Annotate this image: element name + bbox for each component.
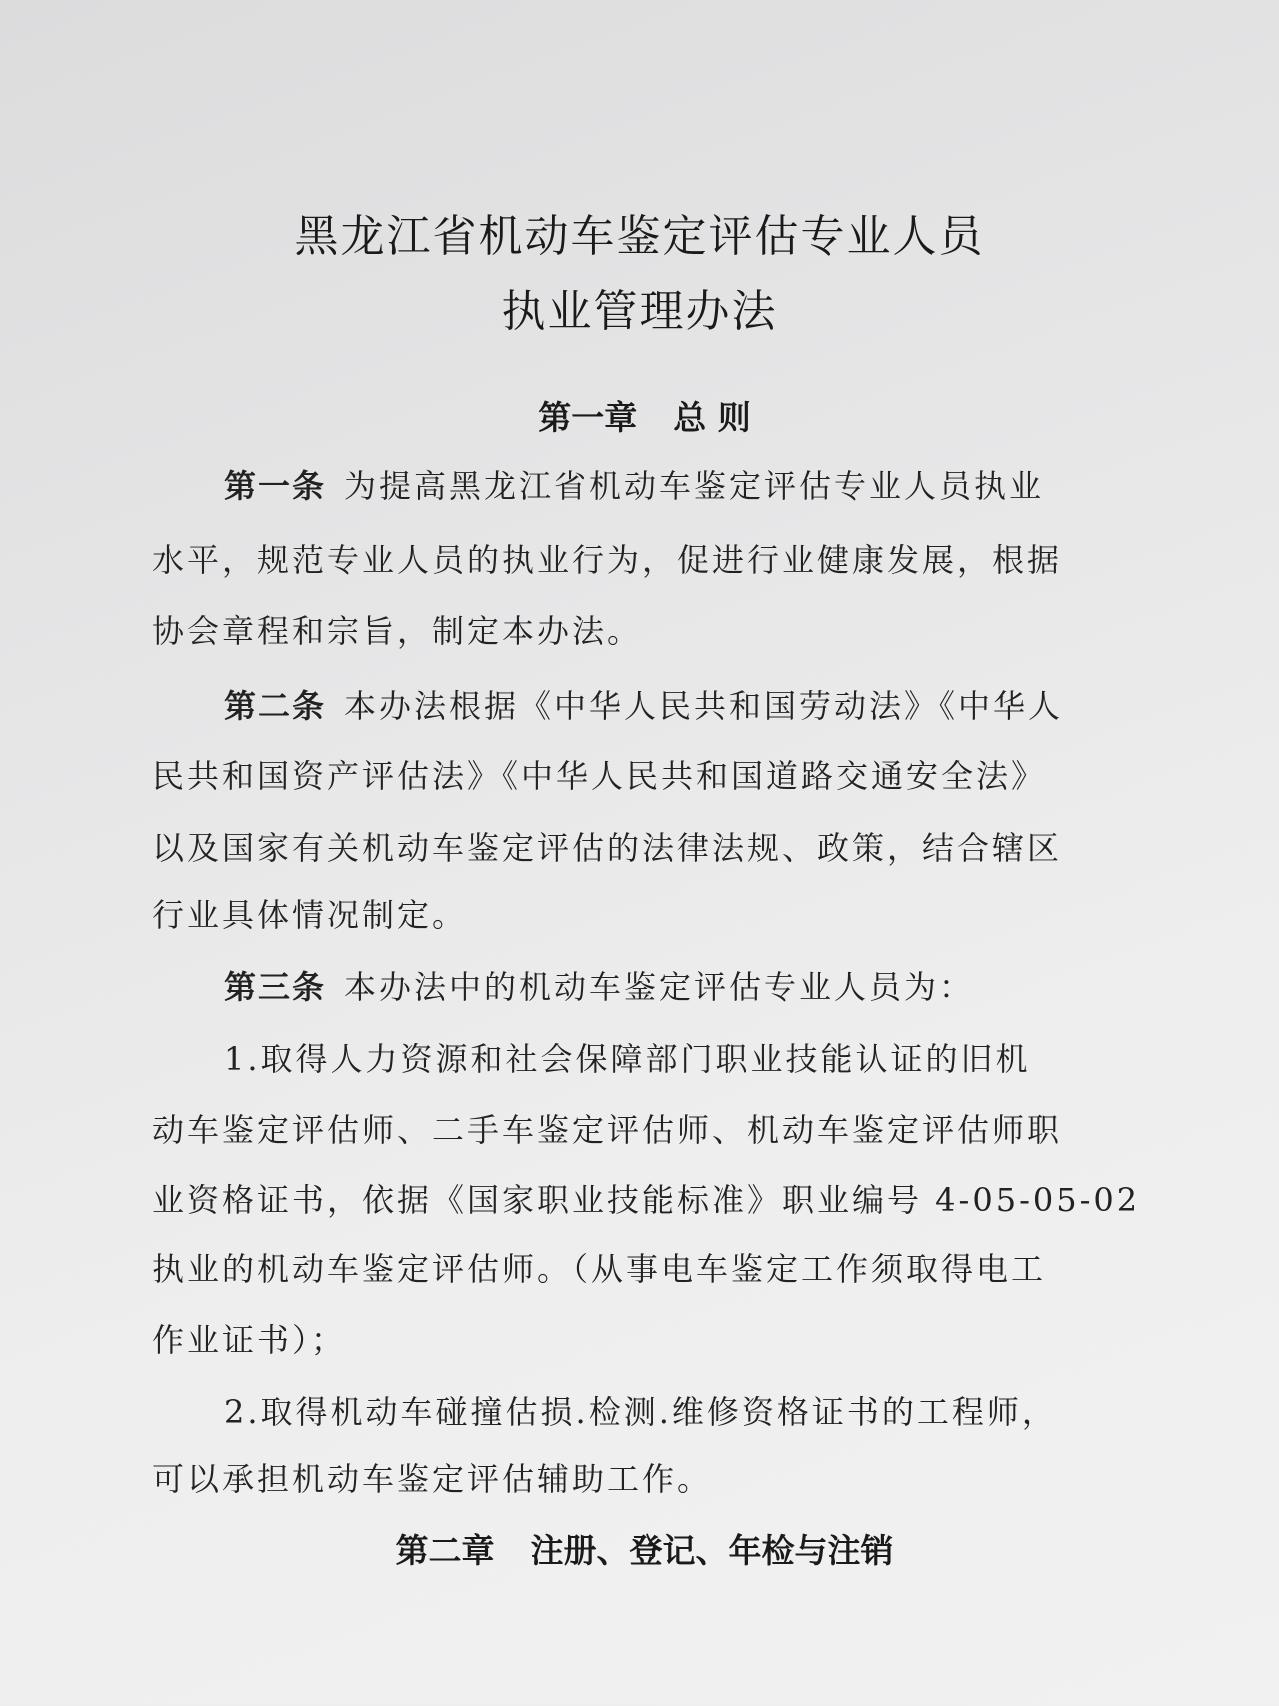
article-3-item-1-line-3: 业资格证书，依据《国家职业技能标准》职业编号 4-05-05-02 bbox=[152, 1181, 1141, 1219]
article-3-item-2-line-1: 2.取得机动车碰撞估损.检测.维修资格证书的工程师， bbox=[224, 1393, 1057, 1431]
article-3-item-1-line-4: 执业的机动车鉴定评估师。（从事电车鉴定工作须取得电工 bbox=[152, 1250, 1047, 1288]
article-3-line-1 bbox=[224, 967, 1092, 1007]
article-1-line-2: 水平，规范专业人员的执业行为，促进行业健康发展，根据 bbox=[152, 541, 1063, 579]
chapter-1-name: 总 则 bbox=[673, 398, 751, 437]
chapter-1-heading bbox=[5, 392, 1279, 439]
article-3-label: 第三条 bbox=[224, 968, 327, 1006]
article-3-item-1-line-5: 作业证书）； bbox=[152, 1321, 347, 1359]
chapter-2-number: 第二章 bbox=[395, 1531, 495, 1570]
article-2-line-2: 民共和国资产评估法》《中华人民共和国道路交通安全法》 bbox=[152, 757, 1047, 795]
article-1-line-1 bbox=[224, 466, 1092, 506]
document-title-line-1: 黑龙江省机动车鉴定评估专业人员 bbox=[294, 211, 985, 262]
article-2-line-4: 行业具体情况制定。 bbox=[152, 896, 468, 934]
chapter-2-name: 注册、登记、年检与注销 bbox=[530, 1531, 894, 1570]
article-2-label: 第二条 bbox=[224, 687, 327, 725]
document-title-line-2: 执业管理办法 bbox=[501, 286, 778, 337]
article-3-item-1-line-2: 动车鉴定评估师、二手车鉴定评估师、机动车鉴定评估师职 bbox=[152, 1111, 1063, 1149]
article-3-item-2-line-2: 可以承担机动车鉴定评估辅助工作。 bbox=[152, 1460, 713, 1498]
article-3-text: 本办法中的机动车鉴定评估专业人员为： bbox=[344, 968, 975, 1006]
article-1-line-3: 协会章程和宗旨，制定本办法。 bbox=[152, 612, 643, 650]
article-2-line-3: 以及国家有关机动车鉴定评估的法律法规、政策，结合辖区 bbox=[152, 829, 1063, 867]
article-2-line-1 bbox=[224, 686, 1092, 726]
article-1-text-1: 为提高黑龙江省机动车鉴定评估专业人员执业 bbox=[344, 467, 1045, 505]
article-1-label: 第一条 bbox=[224, 467, 327, 505]
chapter-1-number: 第一章 bbox=[538, 398, 638, 437]
article-3-item-1-line-1: 1.取得人力资源和社会保障部门职业技能认证的旧机 bbox=[224, 1040, 1031, 1078]
chapter-2-heading bbox=[5, 1525, 1279, 1572]
article-2-text-1: 本办法根据《中华人民共和国劳动法》《中华人 bbox=[344, 687, 1064, 725]
